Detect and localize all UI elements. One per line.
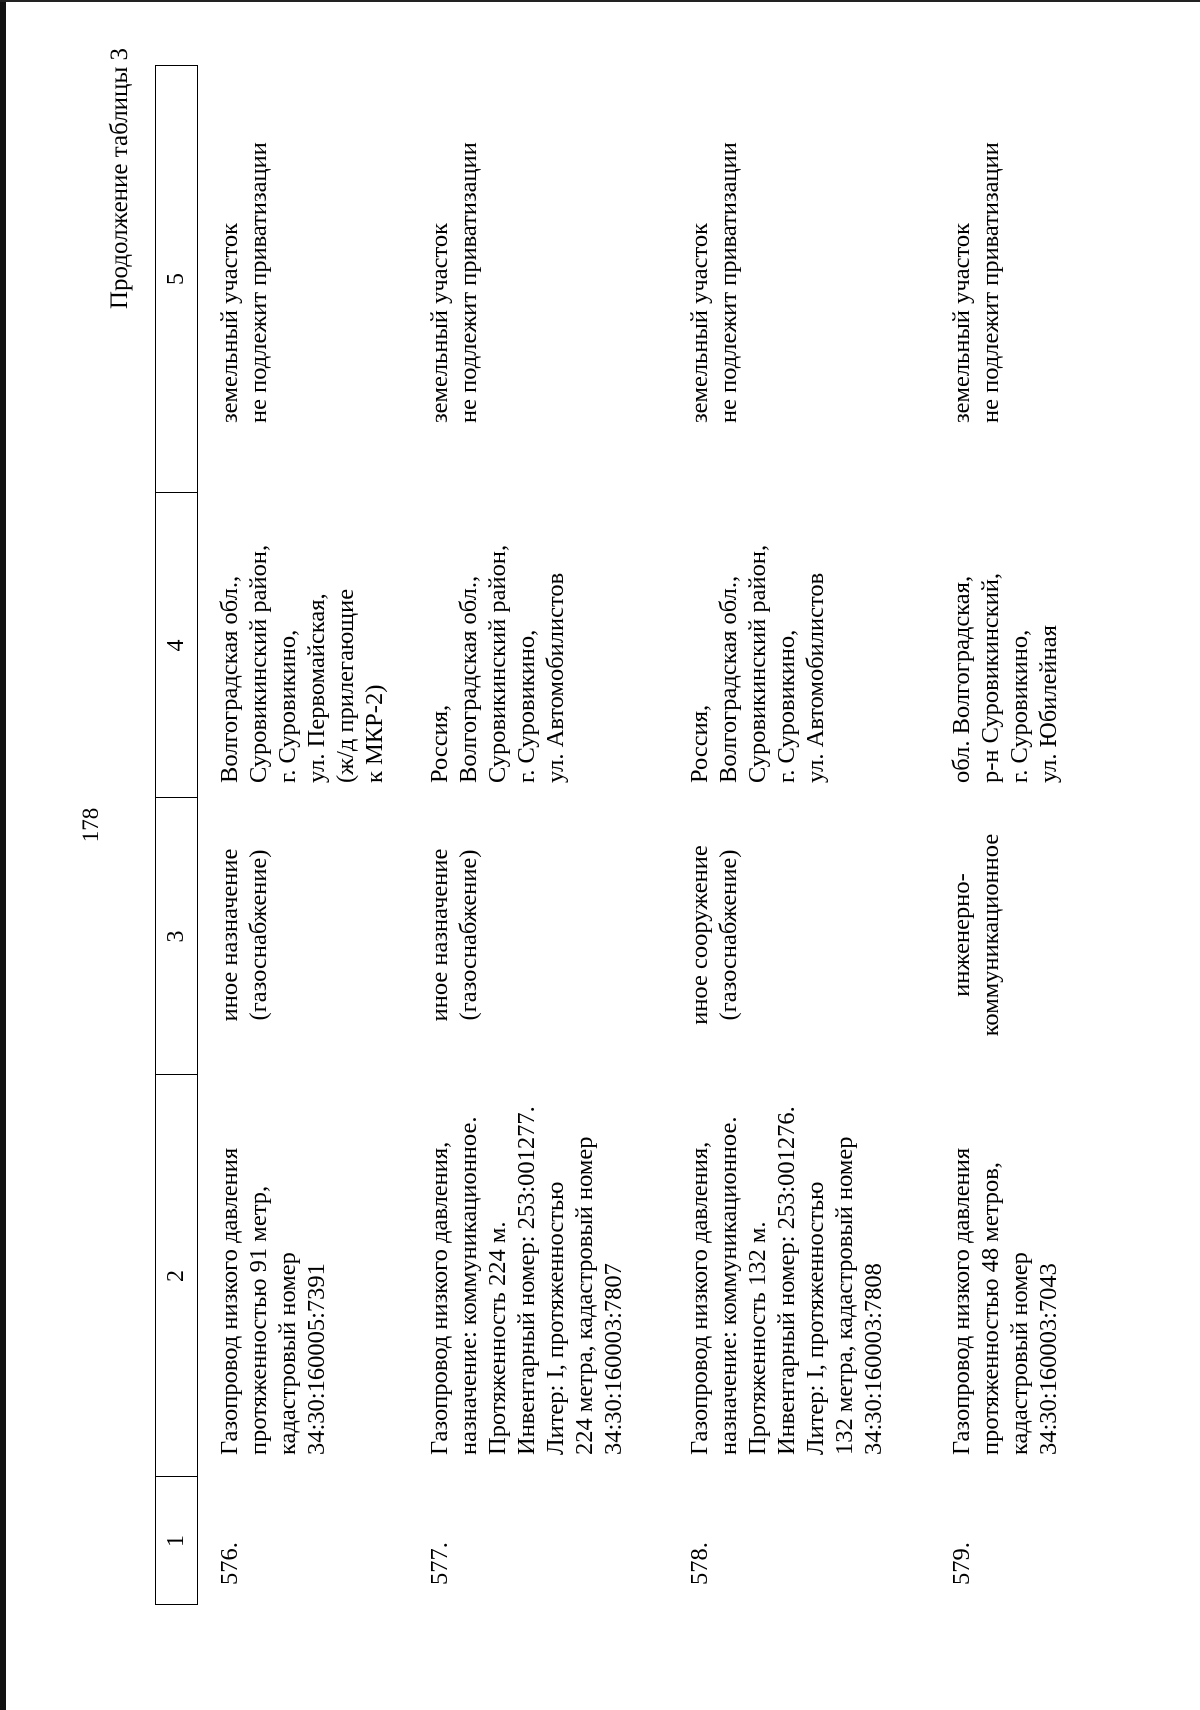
page-number: 178 [78,807,103,843]
object-purpose: иное назначение (газоснабжение) [216,848,272,1022]
column-number-1: 1 [163,1535,189,1547]
object-note: земельный участок не подлежит приватизации [426,142,482,423]
object-purpose: иное сооружение (газоснабжение) [686,845,742,1025]
object-note: земельный участок не подлежит приватизации [686,142,742,423]
column-number-4: 4 [163,639,189,652]
object-note: земельный участок не подлежит приватизации [948,142,1004,423]
row-number: 576. [216,1542,243,1585]
table-continuation-caption: Продолжение таблицы 3 [106,48,133,310]
object-name: Газопровод низкого давления, назначение: коммуникационное. Протяженность 132 м. Инвентарный номер: 253:001276. Литер: I, протяженностью 132 метра, кадастровый номер 34:30:160003:7808 [686,1106,887,1455]
object-address: Россия, Волгоградская обл., Суровикинский район, г. Суровикино, ул. Автомобилистов [426,544,569,783]
header-bottom-border [197,65,198,1605]
object-name: Газопровод низкого давления протяженностью 48 метров, кадастровый номер 34:30:160003:7043 [948,1147,1062,1455]
row-number: 578. [686,1542,713,1585]
object-name: Газопровод низкого давления протяженностью 91 метр, кадастровый номер 34:30:160005:7391 [216,1147,330,1455]
column-number-3: 3 [163,930,189,943]
object-note: земельный участок не подлежит приватизации [216,142,272,423]
object-address: Волгоградская обл., Суровикинский район, г. Суровикино, ул. Первомайская, (ж/д прилегающие к МКР-2) [216,544,388,783]
row-number: 577. [426,1542,453,1585]
object-purpose: иное назначение (газоснабжение) [426,848,482,1022]
column-number-5: 5 [163,273,189,285]
row-number: 579. [948,1542,975,1585]
object-purpose: инженерно- коммуникационное [948,833,1004,1037]
object-name: Газопровод низкого давления, назначение: коммуникационное. Протяженность 224 м. Инвентарный номер: 253:001277. Литер: I, протяженностью 224 метра, кадастровый номер 34:30:160003:7807 [426,1106,627,1455]
column-number-2: 2 [163,1270,189,1282]
property-table [155,65,1155,1605]
object-address: обл. Волгоградская, р-н Суровикинский, г. Суровикино, ул. Юбилейная [948,572,1062,783]
object-address: Россия, Волгоградская обл., Суровикинский район, г. Суровикино, ул. Автомобилистов [686,544,829,783]
